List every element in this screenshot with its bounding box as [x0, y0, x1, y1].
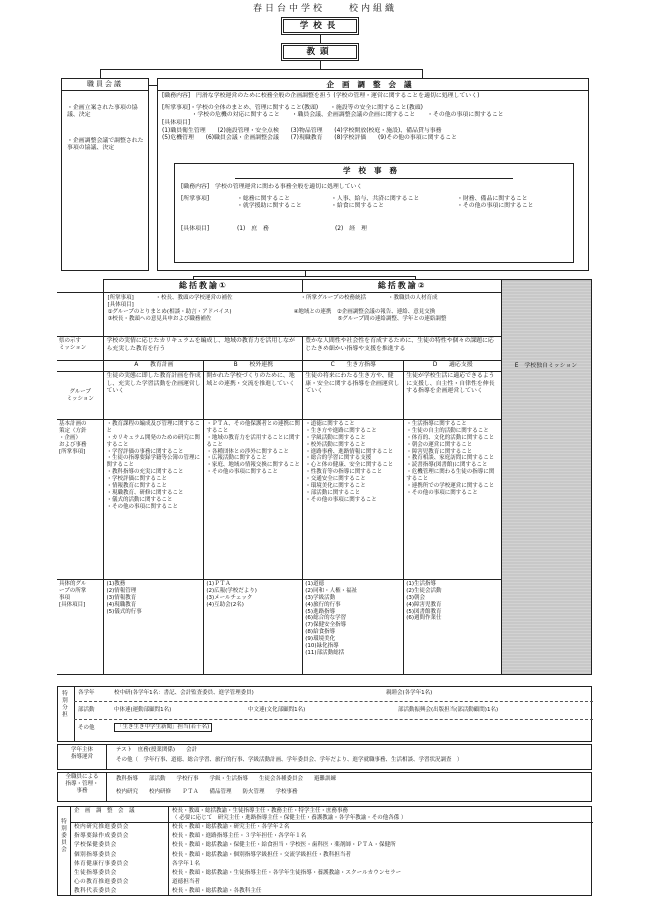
committee-name: 心の教育推進委員会 — [74, 879, 129, 886]
committee-members: 各学年１名 — [172, 860, 200, 867]
plan-matters: ・教育課程の編成及び管理に関すること ・カリキュラム開発のための研究に関すること ・学習評価の事務に関すること ・生徒の指導要録学籍等公簿の管理に関すること ・教科指導の充実に関すること ・学校評価に関すること ・情報教育に関すること ・現職教育、研修に関すること ・儀式的活動に関すること ・その他の事項に関すること — [104, 420, 204, 580]
committee-top-name: 企 画 調 整 会 議 — [74, 808, 135, 814]
committee-members: 道徳担当者 — [172, 879, 200, 886]
committee-members: 校長・教頭・総括教諭・各教科主任 — [172, 888, 262, 895]
group-items: (1)道徳 (2)同和・人権・福祉 (3)学級活動 (4)旅行的行事 (5)進路指導 (6)総合的な学習 (7)保健安全指導 (8)給食指導 (9)環境美化 (10)緑化指導 (11)部活動総括 — [303, 580, 404, 675]
office-matters-label: [所掌事項] — [181, 195, 210, 202]
coordinator-sub-label: [所掌事項] [具体項目] — [107, 295, 134, 308]
grade-led-box — [57, 744, 592, 770]
special-grade-1: 校中研(各学年1名：書記、会計監査委員、進学管理委員) — [114, 690, 254, 696]
mission-right: 豊かな人間性や社会性を育成するために、生徒の特性や個々の課題に応じたきめ細かい指導や支援を推進する — [303, 337, 502, 361]
group-e-header: E 学校独自ミッション — [514, 363, 578, 369]
group-b-header: B 校外連携 — [204, 361, 303, 372]
mission-label: 県の示す ミッション — [57, 337, 104, 361]
group-items: (1)教務 (2)情報管理 (3)情報教育 (4)現職教育 (5)儀式的行事 — [104, 580, 204, 675]
coordinator-2-items: ④地域との連携 ②企画調整会議の報告、連絡、意見交換 ⑤グループ間の連絡調整、学年との連絡調整 — [293, 308, 447, 322]
group-mission: 開かれた学校づくりのために、地域との連携・交流を推進していく — [204, 372, 303, 420]
plan-label: 基本計画の 策定（方針 ・企画） および事務 [所掌事項] — [57, 420, 104, 580]
planning-items-label: [具体項目] — [162, 120, 191, 127]
committee-members: 校長・教頭・総括教諭・研究主任・各学年２名 — [172, 824, 290, 830]
vice-principal-box: 教頭 — [281, 43, 359, 61]
group-items: (1)ＰＴＡ (2)広報(学校だより) (3)メールチェック (4)互助会(2名) — [204, 580, 303, 675]
staff-meeting-item: ・企画調整会議で調整された事項の協議、決定 — [67, 137, 144, 152]
school-office-box — [174, 163, 574, 263]
staff-meeting-title: 職員会議 — [62, 79, 148, 91]
special-club-3: 部活動振興会(出版担当(部活動顧問)1名) — [398, 707, 499, 713]
committee-row — [70, 832, 593, 841]
group-items: (1)生活指導 (2)生徒会活動 (3)朝会 (4)障害児教育 (5)図書館教育 (6)週間作業仕 — [404, 580, 502, 675]
special-row-label: その他 — [78, 725, 95, 731]
planning-items: (1)職員衛生管理 (2)施設管理・安全点検 (3)物品管理 (4)学校開放(校庭・施設)、備品貸与事務 (5)危機管理 (6)職員会議・企画調整会議 (7)現職教育 (8)学校評価 (9)その他の事項に関すること — [162, 127, 458, 142]
school-office-title: 学校事務 — [235, 164, 513, 179]
grade-label: 学年主体 指導運営 — [70, 747, 93, 760]
office-matter: ・人事、給与、共済に関すること ・給食に関すること — [331, 195, 420, 210]
office-item: (2) 経 理 — [335, 225, 367, 232]
office-matter: ・財務、備品に関すること ・その他の事項に関すること — [457, 195, 534, 210]
group-mission: 生徒が学校生活に適応できるように支援し、自主性・自律性を伸長する指導を企画運営していく — [404, 372, 502, 420]
committee-row — [70, 869, 593, 878]
all-staff-box — [57, 772, 592, 802]
committee-row — [70, 851, 593, 860]
grade-line-1: テスト 庶務(授業関係) 会計 — [116, 747, 198, 753]
independent-mission-column — [502, 280, 592, 675]
plan-matters: ・生活指導に関すること ・生徒の自主的活動に関すること ・体育的、文化的活動に関すること ・朝会の運営に関すること ・障害児教育に関すること ・教育相談、家庭訪問に関すること ・読書指導(図書館)に関すること ・危機管理に関わる生徒の指導に関すること ・連携所での学校運営に関すること ・その他の事項に関すること — [404, 420, 502, 580]
committee-members: 校長・教頭・総括教諭・保健主任・給食担当・学校医・歯科医・薬剤師・ＰＴＡ・保健所 — [172, 842, 396, 849]
group-mission-label: グループ ミッション — [57, 372, 104, 420]
office-item: (1) 庶 務 — [237, 225, 269, 232]
group-items-label: 具体的グル ープの所掌 事項 [具体項目] — [57, 580, 104, 675]
planning-meeting-box — [157, 78, 589, 271]
special-grade-2: 親睦会(各学年1名) — [386, 690, 433, 696]
planning-matters: [所掌事項]・学校の全体のまとめ、管理に関すること(教頭) ・施設等の安全に関すること(教頭) ・学校の危機の対応に関すること ・職員会議、企画調整会議の企画に関すること ・その他の事項に関すること — [162, 104, 504, 119]
plan-matters: ・道徳に関すること ・生き方や進路に関すること ・学級活動に関すること ・校外活動に関すること ・進路事務、進路情報に関すること ・総合的学習に関する支援 ・心と体の健康、安全に関すること ・性教育等の指導に関すること ・交通安全に関すること ・環境美化に関すること ・部活動に関すること ・その他の事項に関すること — [303, 420, 404, 580]
all-staff-line-1: 教科指導 部活動 学校行事 学級・生活指導 生徒会各種委員会 避難訓練 — [116, 776, 337, 782]
special-assignment-box — [57, 686, 592, 742]
special-other: 「生き生き中学生新聞」担当(若干名) — [114, 723, 212, 732]
coordinator-1-title: 総括教諭① — [104, 280, 303, 293]
all-staff-line-2: 校内研究 校内研修 ＰＴＡ 備品管理 防火管理 学校事務 — [116, 789, 298, 795]
staff-meeting-item: ・企画立案された事項の協議、決定 — [67, 104, 138, 119]
group-mission: 生徒の実態に即した教育計画を作成し、充実した学習活動を企画運営していく — [104, 372, 204, 420]
special-label: 特 別 分 担 — [62, 691, 68, 718]
office-items-label: [具体項目] — [181, 225, 210, 232]
committee-row — [70, 878, 593, 887]
special-club-2: 中文連(文化部顧問1名) — [248, 707, 306, 713]
committee-name: 指導要録作成委員会 — [74, 833, 129, 840]
committee-name: 学校保健委員会 — [74, 842, 117, 849]
all-staff-label: 全職員による 指導・管理・ 事務 — [65, 774, 99, 794]
group-mission: 生徒の将来にわたる生き方や、健康・安全に関する指導を企画運営していく — [303, 372, 404, 420]
coordinator-duties — [104, 293, 502, 337]
special-row-label: 部活動 — [78, 707, 95, 713]
special-row-label: 各学年 — [78, 690, 95, 696]
organization-table — [57, 279, 592, 675]
committee-name: 体育健康行事委員会 — [74, 860, 129, 867]
mission-left: 学校の実情に応じたカリキュラムを編成し、地域の教育力を活用しながら充実した教育を行う — [104, 337, 303, 361]
committee-row — [70, 887, 593, 896]
grade-line-2: その他（ 学年行事、道徳、総合学習、旅行的行事、学級活動計画、学年委員会、学年だより、進学就職事務、生活相談、学習状況調査 ） — [116, 757, 463, 763]
staff-meeting-box — [61, 78, 149, 271]
principal-box: 学校長 — [281, 17, 359, 35]
coordinator-2-matters: ・所掌グループの校務統括 ・教職員の人材育成 — [300, 295, 438, 301]
committee-list — [70, 823, 593, 897]
coordinator-1-matters: ・校長、教頭の学校運営の補佐 — [155, 295, 233, 301]
committee-members: 校長・教頭・進路指導主任・３学年担任・各学年１名 — [172, 833, 307, 840]
special-club-1: 中体連(運動部顧問1名) — [114, 707, 172, 713]
committee-members: 校長・教頭・総括教諭・生徒指導主任・各学年生徒指導・養護教諭・スクールカウンセラー — [172, 869, 402, 876]
group-d-header: D 適応支援 — [404, 361, 502, 372]
planning-meeting-title: 企画調整会議 — [158, 79, 588, 91]
coordinator-2-title: 総括教諭② — [303, 280, 502, 293]
group-a-header: A 教育計画 — [104, 361, 204, 372]
office-duty: [職務内容] 学校の管理運営に関わる事務全般を適切に処理していく — [181, 184, 363, 191]
committee-name: 校内研究推進委員会 — [74, 824, 129, 830]
planning-duty: [職務内容] 円滑な学校運営のために校務全般の企画調整を担う (学校の管理・運営に関することを適切に処理していく) — [162, 93, 480, 100]
committee-row — [70, 823, 593, 832]
page-title: 春日台中学校 校内組織 — [252, 4, 397, 14]
plan-matters: ・ＰＴＡ、その他保護者との連携に関すること ・地域の教育力を活用することに関すること ・各種団体との渉外に関すること ・広報活動に関すること ・家庭、地域の情報交換に関すること ・その他の事項に関すること — [204, 420, 303, 580]
committee-row — [70, 860, 593, 869]
coordinator-1-items: ①グループのとりまとめ(相談・助言・アドバイス) ③校長・教頭への意見具申および職務補佐 — [107, 308, 232, 322]
committee-row — [70, 841, 593, 850]
committee-label: 特 別 委 員 会 — [61, 819, 67, 853]
committee-name: 教科代表委員会 — [74, 888, 117, 895]
committee-members: 校長・教頭・総括教諭・個別指導学級担任・交流学級担任・教科担当者 — [172, 851, 352, 858]
committee-name: 生徒指導委員会 — [74, 869, 117, 876]
group-c-header: C 生き方指導 — [303, 361, 404, 372]
committee-top-members: 校長・教頭・総括教諭・生徒指導主任・教務主任・特学主任・庶務事務 （ 必要に応じて 研究主任・進路指導主任・保健主任・養護教諭・各学年教諭・その他各係 ） — [172, 808, 407, 821]
committee-box — [57, 806, 592, 896]
office-matter: ・総務に関すること ・就学援助に関すること — [237, 195, 302, 210]
committee-name: 個別指導委員会 — [74, 851, 117, 858]
